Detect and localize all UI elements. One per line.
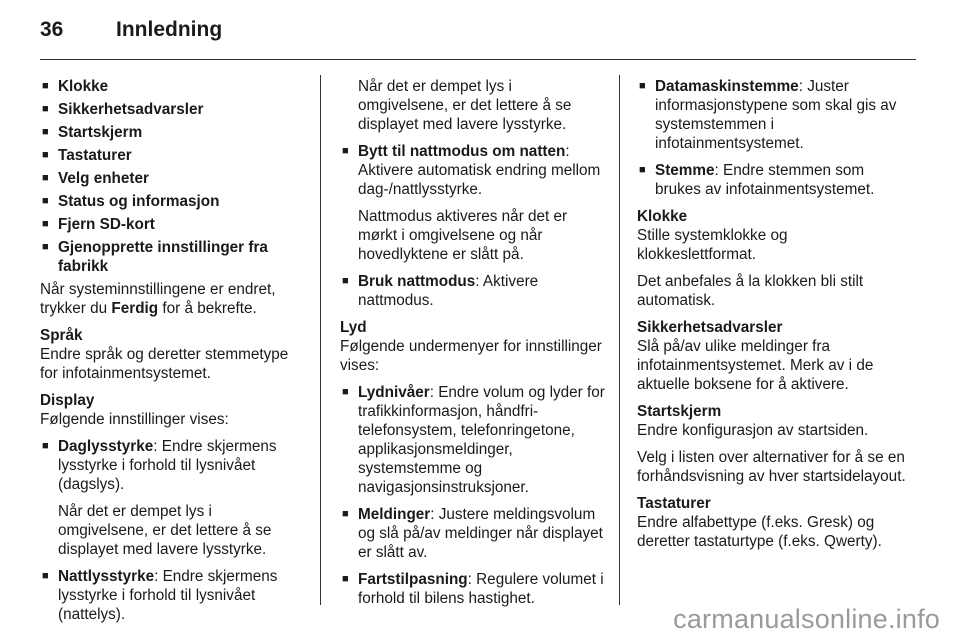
sprak-text: Endre språk og deretter stemmetype for infotainmentsystemet. xyxy=(40,346,289,382)
dagslysstyrke-item xyxy=(40,437,306,494)
after-change-paragraph xyxy=(40,280,306,318)
restore-line2: fabrikk xyxy=(58,258,109,275)
bruk-item xyxy=(340,272,606,310)
meldinger-item xyxy=(340,505,606,562)
sikkerhet-heading: Sikkerhetsadvarsler xyxy=(637,319,783,336)
bruk-label: Bruk nattmodus xyxy=(358,273,476,290)
menu-item-startskjerm: ■ Startskjerm xyxy=(40,123,306,142)
bytt-label: Bytt til nattmodus om natten xyxy=(358,143,566,160)
watermark: carmanualsonline.info xyxy=(673,604,940,634)
dagslysstyrke-text: : Endre skjermens lysstyrke i forhold til lysnivået (dagslys). xyxy=(58,438,277,493)
fart-item xyxy=(340,570,606,608)
tastaturer-text: Endre alfabettype (f.eks. Gresk) og deretter tastaturtype (f.eks. Qwerty). xyxy=(637,514,882,550)
tastaturer-heading: Tastaturer xyxy=(637,495,711,512)
stemme-label: Stemme xyxy=(655,162,715,179)
display-heading: Display xyxy=(40,392,95,409)
menu-item-sikkerhetsadvarsler: ■ Sikkerhetsadvarsler xyxy=(40,100,306,119)
stemme-text: : Endre stemmen som brukes av infotainmentsystemet. xyxy=(655,162,875,198)
display-intro: Følgende innstillinger vises: xyxy=(40,411,229,428)
restore-line1: Gjenopprette innstillinger fra xyxy=(58,239,268,256)
dimmed-note-2: Når det er dempet lys i omgivelsene, er det lettere å se displayet med lavere lysstyrke. xyxy=(358,78,572,133)
nattlysstyrke-text: : Endre skjermens lysstyrke i forhold til lysnivået (nattelys). xyxy=(58,568,278,623)
startskjerm-heading: Startskjerm xyxy=(637,403,722,420)
fart-text: : Regulere volumet i forhold til bilens hastighet. xyxy=(358,571,604,607)
datamaskin-item xyxy=(637,77,909,153)
page-number: 36 xyxy=(40,18,64,41)
column-divider-2 xyxy=(619,75,620,605)
meldinger-text: : Justere meldingsvolum og slå på/av meldinger når displayet er slått av. xyxy=(358,506,603,561)
bytt-item xyxy=(340,142,606,199)
bytt-text: : Aktivere automatisk endring mellom dag-/nattlysstyrke. xyxy=(358,143,601,198)
nattmodus-note: Nattmodus aktiveres når det er mørkt i omgivelsene og når hovedlyktene er slått på. xyxy=(358,208,568,263)
page-header xyxy=(40,18,222,48)
sprak-heading: Språk xyxy=(40,327,83,344)
menu-item-gjenopprette xyxy=(40,238,306,276)
fart-label: Fartstilpasning xyxy=(358,571,468,588)
lyd-heading: Lyd xyxy=(340,319,367,336)
lydniva-label: Lydnivåer xyxy=(358,384,430,401)
column-3 xyxy=(637,77,909,551)
menu-item-tastaturer: ■ Tastaturer xyxy=(40,146,306,165)
after-change-tail: for å bekrefte. xyxy=(158,300,257,317)
stemme-item xyxy=(637,161,909,199)
after-change-text: Når systeminnstillingene er endret, trykker du xyxy=(40,281,276,317)
column-2 xyxy=(340,77,606,608)
ferdig-label: Ferdig xyxy=(111,300,159,317)
klokke-text: Stille systemklokke og klokkeslettformat. xyxy=(637,227,788,263)
dimmed-note-1: Når det er dempet lys i omgivelsene, er det lettere å se displayet med lavere lysstyrke. xyxy=(58,503,272,558)
menu-item-velg-enheter: ■ Velg enheter xyxy=(40,169,306,188)
klokke-text2: Det anbefales å la klokken bli stilt automatisk. xyxy=(637,273,864,309)
klokke-heading: Klokke xyxy=(637,208,688,225)
sikkerhet-text: Slå på/av ulike meldinger fra infotainmentsystemet. Merk av i de aktuelle boksene for å aktivere. xyxy=(637,338,874,393)
bruk-text: : Aktivere nattmodus. xyxy=(358,273,539,309)
menu-item-klokke: ■ Klokke xyxy=(40,77,306,96)
column-divider-1 xyxy=(320,75,321,605)
column-1 xyxy=(40,77,306,624)
page-title: Innledning xyxy=(116,18,223,41)
startskjerm-text: Endre konfigurasjon av startsiden. xyxy=(637,422,869,439)
meldinger-label: Meldinger xyxy=(358,506,431,523)
datamaskin-label: Datamaskinstemme xyxy=(655,78,799,95)
menu-item-fjern-sd: ■ Fjern SD-kort xyxy=(40,215,306,234)
nattlysstyrke-label: Nattlysstyrke xyxy=(58,568,155,585)
datamaskin-text: : Juster informasjonstypene som skal gis av systemstemmen i infotainmentsystemet. xyxy=(655,78,897,152)
header-rule xyxy=(40,59,916,60)
lydniva-item xyxy=(340,383,606,497)
lyd-intro: Følgende undermenyer for innstillinger vises: xyxy=(340,338,602,374)
menu-item-status: ■ Status og informasjon xyxy=(40,192,306,211)
lydniva-text: : Endre volum og lyder for trafikkinformasjon, håndfri-telefonsystem, telefonringetone, applikasjonsmeldinger, systemstemme og navigasjonsinstruksjoner. xyxy=(358,384,605,496)
startskjerm-text2: Velg i listen over alternativer for å se en forhåndsvisning av hver startsidelayout. xyxy=(637,449,906,485)
dagslysstyrke-label: Daglysstyrke xyxy=(58,438,154,455)
nattlysstyrke-item xyxy=(40,567,306,624)
